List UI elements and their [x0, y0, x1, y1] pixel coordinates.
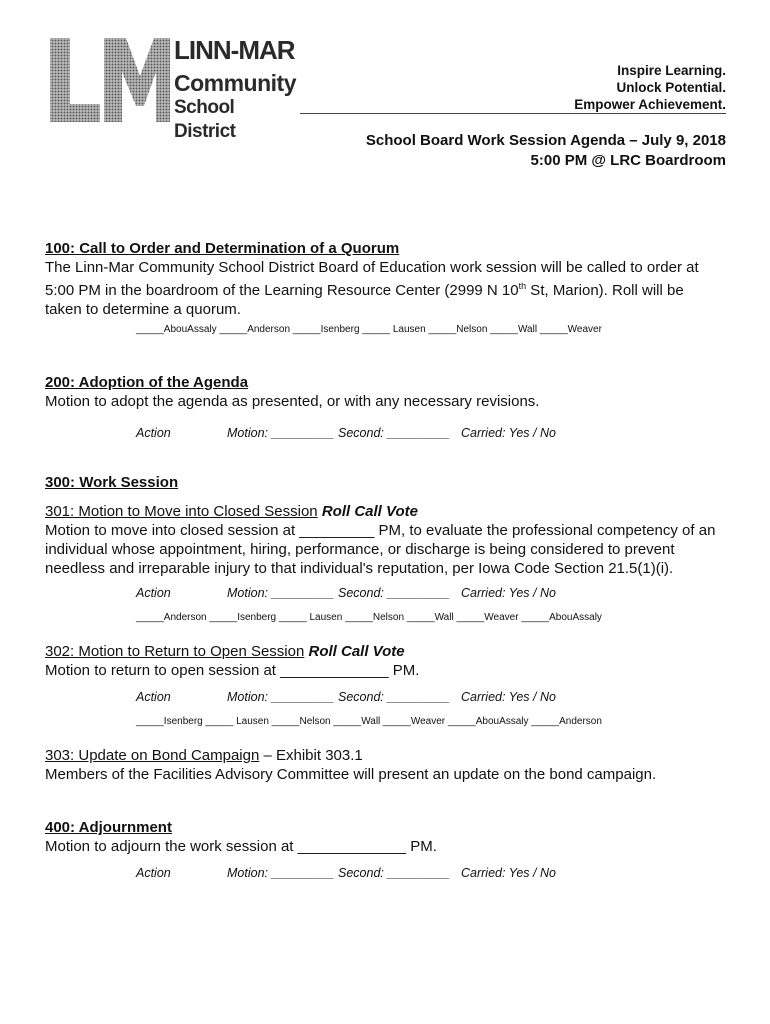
section-100-body-line1: The Linn-Mar Community School District Board of Education work session will be called to order at — [45, 259, 699, 276]
agenda-title-line1: School Board Work Session Agenda – July 9, 2018 — [365, 132, 726, 149]
section-200 — [45, 373, 735, 411]
motion-line-400 — [136, 865, 556, 945]
roll-call-line-302: _____Isenberg _____ Lausen _____Nelson _____Wall _____Weaver _____AbouAssaly _____Anderson — [136, 716, 602, 727]
section-100-body-line2 — [45, 277, 735, 300]
section-100 — [45, 239, 735, 319]
item-303-title — [45, 746, 735, 765]
body-text: 5:00 PM in the boardroom of the Learning Resource Center (2999 N 10 — [45, 282, 519, 299]
logo-line-school-district: School District — [174, 97, 236, 142]
item-302-body: Motion to return to open session at _____________ PM. — [45, 662, 420, 679]
logo-line-linn-mar: LINN-MAR — [174, 35, 295, 65]
district-logo — [48, 35, 296, 142]
motion-carried: Carried: Yes / No — [461, 866, 556, 880]
item-302-title-text: 302: Motion to Return to Open Session — [45, 643, 305, 660]
roll-call-line-100: _____AbouAssaly _____Anderson _____Isenberg _____ Lausen _____Nelson _____Wall _____Weaver — [136, 324, 602, 335]
superscript: th — [518, 281, 527, 291]
motion-action: Action — [136, 690, 171, 704]
motion-second: Second: _________ — [338, 426, 450, 440]
motion-second: Second: _________ — [338, 866, 450, 880]
motto-line: Unlock Potential. — [616, 80, 726, 95]
district-motto — [574, 62, 726, 113]
motion-action: Action — [136, 866, 171, 880]
section-300-heading: 300: Work Session — [45, 474, 179, 491]
item-303 — [45, 746, 735, 784]
section-400-body: Motion to adjourn the work session at _____________ PM. — [45, 838, 437, 855]
item-303-title-text: 303: Update on Bond Campaign — [45, 747, 260, 764]
motion-line-200 — [136, 425, 556, 505]
item-303-exhibit: – Exhibit 303.1 — [259, 747, 363, 764]
roll-call-vote-label: Roll Call Vote — [308, 643, 405, 660]
roll-call-line-301: _____Anderson _____Isenberg _____ Lausen _____Nelson _____Wall _____Weaver _____AbouAssaly — [136, 612, 602, 623]
logo-line-community: Community — [174, 70, 296, 96]
agenda-title-line2: 5:00 PM @ LRC Boardroom — [530, 152, 726, 169]
item-301-title-text: 301: Motion to Move into Closed Session — [45, 503, 318, 520]
item-302 — [45, 642, 735, 680]
item-302-title — [45, 642, 735, 661]
item-301-body-line2: individual whose appointment, hiring, performance, or discharge is being considered to prevent — [45, 541, 675, 558]
section-200-body: Motion to adopt the agenda as presented, or with any necessary revisions. — [45, 393, 540, 410]
item-301-body-line1: Motion to move into closed session at _________ PM, to evaluate the professional competency of an — [45, 522, 716, 539]
item-301-title — [45, 502, 735, 521]
motion-mover: Motion: _________ — [227, 586, 335, 600]
header-divider — [300, 113, 726, 114]
section-200-heading: 200: Adoption of the Agenda — [45, 374, 249, 391]
motion-mover: Motion: _________ — [227, 426, 335, 440]
item-301-body-line3: needless and irreparable injury to that individual's reputation, per Iowa Code Section 21.5(1)(i). — [45, 560, 674, 577]
lm-logo-mark — [48, 36, 172, 124]
item-303-body: Members of the Facilities Advisory Committee will present an update on the bond campaign. — [45, 766, 657, 783]
section-100-heading: 100: Call to Order and Determination of a Quorum — [45, 240, 400, 257]
motto-line: Inspire Learning. — [617, 63, 726, 78]
motion-carried: Carried: Yes / No — [461, 690, 556, 704]
roll-call-vote-label: Roll Call Vote — [321, 503, 418, 520]
agenda-title — [366, 131, 726, 171]
section-400 — [45, 818, 735, 856]
motion-second: Second: _________ — [338, 586, 450, 600]
motion-second: Second: _________ — [338, 690, 450, 704]
item-301 — [45, 502, 735, 578]
motion-carried: Carried: Yes / No — [461, 586, 556, 600]
motion-mover: Motion: _________ — [227, 690, 335, 704]
section-300 — [45, 473, 735, 492]
motion-action: Action — [136, 586, 171, 600]
motto-line: Empower Achievement. — [574, 97, 726, 112]
motion-carried: Carried: Yes / No — [461, 426, 556, 440]
logo-wordmark — [174, 36, 298, 144]
motion-action: Action — [136, 426, 171, 440]
section-400-heading: 400: Adjournment — [45, 819, 172, 836]
motion-mover: Motion: _________ — [227, 866, 335, 880]
section-100-body-line3: taken to determine a quorum. — [45, 301, 241, 318]
body-text: St, Marion). Roll will be — [526, 282, 684, 299]
